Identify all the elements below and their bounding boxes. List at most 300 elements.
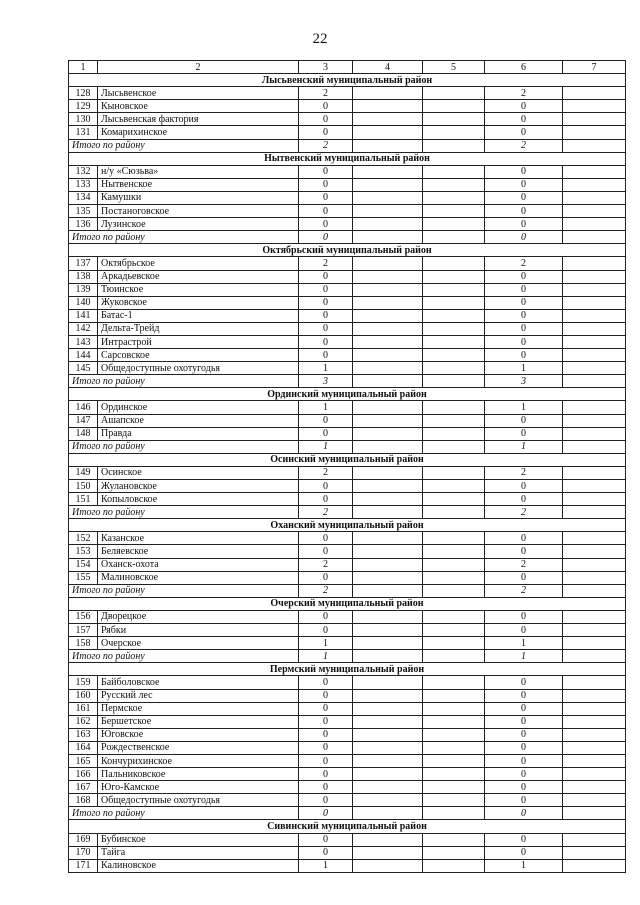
- col4-value: [353, 414, 423, 427]
- col4-value: [353, 270, 423, 283]
- table-row: [69, 833, 626, 846]
- col7-value: [563, 335, 626, 348]
- ground-name: Общедоступные охотугодья: [98, 794, 299, 807]
- col6-value: 0: [485, 833, 563, 846]
- col6-value: 1: [485, 362, 563, 375]
- table-row: [69, 191, 626, 204]
- section-title: Очерский муниципальный район: [69, 597, 626, 610]
- col6-value: 0: [485, 781, 563, 794]
- table-row: [69, 545, 626, 558]
- col5-value: [423, 610, 485, 623]
- total-col7: [563, 375, 626, 388]
- col3-value: 0: [299, 715, 353, 728]
- header-cell-3: 3: [299, 61, 353, 74]
- total-row: [69, 506, 626, 519]
- col7-value: [563, 427, 626, 440]
- col4-value: [353, 283, 423, 296]
- table-row: [69, 480, 626, 493]
- col3-value: 0: [299, 349, 353, 362]
- col3-value: 0: [299, 781, 353, 794]
- total-col3: 2: [299, 506, 353, 519]
- col3-value: 0: [299, 532, 353, 545]
- row-number: 155: [69, 571, 98, 584]
- table-row: [69, 309, 626, 322]
- total-label: Итого по району: [69, 440, 299, 453]
- col7-value: [563, 728, 626, 741]
- col7-value: [563, 532, 626, 545]
- col6-value: 0: [485, 480, 563, 493]
- col4-value: [353, 309, 423, 322]
- section-title: Ординский муниципальный район: [69, 388, 626, 401]
- ground-name: Комарихинское: [98, 126, 299, 139]
- col5-value: [423, 218, 485, 231]
- ground-name: Русский лес: [98, 689, 299, 702]
- ground-name: Дворецкое: [98, 610, 299, 623]
- ground-name: Ашапское: [98, 414, 299, 427]
- col4-value: [353, 466, 423, 479]
- table-row: [69, 768, 626, 781]
- col5-value: [423, 768, 485, 781]
- col3-value: 0: [299, 113, 353, 126]
- col7-value: [563, 296, 626, 309]
- section-title: Октябрьский муниципальный район: [69, 244, 626, 257]
- col6-value: 0: [485, 309, 563, 322]
- row-number: 170: [69, 846, 98, 859]
- col5-value: [423, 715, 485, 728]
- table-row: [69, 715, 626, 728]
- table-row: [69, 781, 626, 794]
- col5-value: [423, 296, 485, 309]
- row-number: 162: [69, 715, 98, 728]
- col4-value: [353, 558, 423, 571]
- col5-value: [423, 322, 485, 335]
- header-cell-4: 4: [353, 61, 423, 74]
- col6-value: 0: [485, 624, 563, 637]
- total-label: Итого по району: [69, 231, 299, 244]
- col7-value: [563, 610, 626, 623]
- col3-value: 0: [299, 676, 353, 689]
- table-row: [69, 165, 626, 178]
- table-row: [69, 466, 626, 479]
- table-row: [69, 113, 626, 126]
- table-row: [69, 558, 626, 571]
- col5-value: [423, 624, 485, 637]
- table-row: [69, 741, 626, 754]
- col6-value: 0: [485, 754, 563, 767]
- table-row: [69, 362, 626, 375]
- col4-value: [353, 741, 423, 754]
- col3-value: 0: [299, 191, 353, 204]
- col5-value: [423, 781, 485, 794]
- total-col5: [423, 139, 485, 152]
- table-row: [69, 493, 626, 506]
- col5-value: [423, 414, 485, 427]
- ground-name: Камушки: [98, 191, 299, 204]
- col7-value: [563, 87, 626, 100]
- ground-name: Октябрьское: [98, 257, 299, 270]
- row-number: 140: [69, 296, 98, 309]
- total-col7: [563, 807, 626, 820]
- col7-value: [563, 191, 626, 204]
- col5-value: [423, 466, 485, 479]
- col4-value: [353, 532, 423, 545]
- ground-name: Тайга: [98, 846, 299, 859]
- header-row: [69, 61, 626, 74]
- total-row: [69, 440, 626, 453]
- header-cell-1: 1: [69, 61, 98, 74]
- ground-name: Бубинское: [98, 833, 299, 846]
- col6-value: 0: [485, 218, 563, 231]
- col5-value: [423, 126, 485, 139]
- col4-value: [353, 165, 423, 178]
- total-col4: [353, 584, 423, 597]
- row-number: 154: [69, 558, 98, 571]
- ground-name: Дельта-Трейд: [98, 322, 299, 335]
- total-col7: [563, 139, 626, 152]
- col3-value: 2: [299, 257, 353, 270]
- row-number: 143: [69, 335, 98, 348]
- col5-value: [423, 427, 485, 440]
- col5-value: [423, 178, 485, 191]
- col3-value: 0: [299, 493, 353, 506]
- total-col4: [353, 506, 423, 519]
- col7-value: [563, 283, 626, 296]
- total-col4: [353, 807, 423, 820]
- total-row: [69, 807, 626, 820]
- table-row: [69, 414, 626, 427]
- row-number: 159: [69, 676, 98, 689]
- row-number: 158: [69, 637, 98, 650]
- table-row: [69, 283, 626, 296]
- col6-value: 0: [485, 768, 563, 781]
- table-row: [69, 87, 626, 100]
- row-number: 128: [69, 87, 98, 100]
- col4-value: [353, 624, 423, 637]
- total-col7: [563, 584, 626, 597]
- total-label: Итого по району: [69, 506, 299, 519]
- col3-value: 2: [299, 558, 353, 571]
- col3-value: 0: [299, 296, 353, 309]
- page-number: 22: [312, 31, 328, 47]
- total-col5: [423, 506, 485, 519]
- total-col5: [423, 231, 485, 244]
- col5-value: [423, 558, 485, 571]
- total-col4: [353, 375, 423, 388]
- col4-value: [353, 205, 423, 218]
- total-col4: [353, 231, 423, 244]
- section-title: Осинский муниципальный район: [69, 453, 626, 466]
- col6-value: 0: [485, 414, 563, 427]
- table-row: [69, 859, 626, 872]
- row-number: 135: [69, 205, 98, 218]
- ground-name: Очерское: [98, 637, 299, 650]
- col6-value: 1: [485, 859, 563, 872]
- total-col6: 0: [485, 807, 563, 820]
- col6-value: 0: [485, 741, 563, 754]
- col5-value: [423, 401, 485, 414]
- section-title: Сивинский муниципальный район: [69, 820, 626, 833]
- col5-value: [423, 754, 485, 767]
- col3-value: 0: [299, 427, 353, 440]
- col5-value: [423, 205, 485, 218]
- col3-value: 2: [299, 87, 353, 100]
- row-number: 138: [69, 270, 98, 283]
- col5-value: [423, 545, 485, 558]
- col3-value: 0: [299, 218, 353, 231]
- col6-value: 1: [485, 401, 563, 414]
- total-col3: 0: [299, 807, 353, 820]
- ground-name: Ординское: [98, 401, 299, 414]
- col7-value: [563, 362, 626, 375]
- col4-value: [353, 702, 423, 715]
- col5-value: [423, 741, 485, 754]
- total-col4: [353, 139, 423, 152]
- row-number: 160: [69, 689, 98, 702]
- row-number: 153: [69, 545, 98, 558]
- col6-value: 0: [485, 322, 563, 335]
- total-label: Итого по району: [69, 650, 299, 663]
- total-row: [69, 139, 626, 152]
- header-cell-2: 2: [98, 61, 299, 74]
- col7-value: [563, 689, 626, 702]
- col4-value: [353, 100, 423, 113]
- table-row: [69, 676, 626, 689]
- ground-name: Сарсовское: [98, 349, 299, 362]
- col4-value: [353, 754, 423, 767]
- col7-value: [563, 624, 626, 637]
- table-row: [69, 427, 626, 440]
- table-row: [69, 610, 626, 623]
- table-row: [69, 257, 626, 270]
- section-title: Оханский муниципальный район: [69, 519, 626, 532]
- col4-value: [353, 87, 423, 100]
- col3-value: 0: [299, 702, 353, 715]
- section-title: Нытвенский муниципальный район: [69, 152, 626, 165]
- total-col6: 0: [485, 231, 563, 244]
- row-number: 141: [69, 309, 98, 322]
- ground-name: Осинское: [98, 466, 299, 479]
- section-header-row: [69, 519, 626, 532]
- col4-value: [353, 480, 423, 493]
- col6-value: 0: [485, 676, 563, 689]
- col5-value: [423, 270, 485, 283]
- table-row: [69, 218, 626, 231]
- col6-value: 0: [485, 545, 563, 558]
- col4-value: [353, 846, 423, 859]
- col4-value: [353, 126, 423, 139]
- col7-value: [563, 637, 626, 650]
- ground-name: Юго-Камское: [98, 781, 299, 794]
- section-header-row: [69, 152, 626, 165]
- col7-value: [563, 218, 626, 231]
- total-col4: [353, 440, 423, 453]
- ground-name: Калиновское: [98, 859, 299, 872]
- table-row: [69, 126, 626, 139]
- section-title: Пермский муниципальный район: [69, 663, 626, 676]
- row-number: 169: [69, 833, 98, 846]
- total-col3: 2: [299, 139, 353, 152]
- col4-value: [353, 296, 423, 309]
- total-col6: 3: [485, 375, 563, 388]
- col5-value: [423, 794, 485, 807]
- col6-value: 0: [485, 610, 563, 623]
- table-row: [69, 754, 626, 767]
- col4-value: [353, 113, 423, 126]
- row-number: 142: [69, 322, 98, 335]
- col6-value: 0: [485, 532, 563, 545]
- col7-value: [563, 558, 626, 571]
- table-row: [69, 205, 626, 218]
- col7-value: [563, 715, 626, 728]
- col7-value: [563, 545, 626, 558]
- col5-value: [423, 676, 485, 689]
- col4-value: [353, 178, 423, 191]
- col6-value: 0: [485, 702, 563, 715]
- col5-value: [423, 728, 485, 741]
- row-number: 148: [69, 427, 98, 440]
- col5-value: [423, 480, 485, 493]
- col4-value: [353, 493, 423, 506]
- col7-value: [563, 270, 626, 283]
- col7-value: [563, 309, 626, 322]
- col3-value: 1: [299, 401, 353, 414]
- col5-value: [423, 100, 485, 113]
- col6-value: 0: [485, 794, 563, 807]
- ground-name: Аркадьевское: [98, 270, 299, 283]
- header-cell-6: 6: [485, 61, 563, 74]
- col4-value: [353, 335, 423, 348]
- total-label: Итого по району: [69, 139, 299, 152]
- col7-value: [563, 205, 626, 218]
- section-header-row: [69, 74, 626, 87]
- total-label: Итого по району: [69, 807, 299, 820]
- col5-value: [423, 113, 485, 126]
- col7-value: [563, 257, 626, 270]
- col6-value: 0: [485, 191, 563, 204]
- col4-value: [353, 401, 423, 414]
- table-row: [69, 100, 626, 113]
- col4-value: [353, 689, 423, 702]
- col3-value: 0: [299, 414, 353, 427]
- col3-value: 1: [299, 859, 353, 872]
- ground-name: Лысьвенское: [98, 87, 299, 100]
- col6-value: 0: [485, 283, 563, 296]
- col4-value: [353, 794, 423, 807]
- col3-value: 1: [299, 637, 353, 650]
- col6-value: 2: [485, 558, 563, 571]
- ground-name: Постаноговское: [98, 205, 299, 218]
- total-col3: 2: [299, 584, 353, 597]
- col4-value: [353, 545, 423, 558]
- total-col3: 1: [299, 650, 353, 663]
- table-row: [69, 532, 626, 545]
- col3-value: 0: [299, 283, 353, 296]
- col3-value: 0: [299, 480, 353, 493]
- total-col3: 0: [299, 231, 353, 244]
- table-row: [69, 846, 626, 859]
- row-number: 152: [69, 532, 98, 545]
- col3-value: 0: [299, 741, 353, 754]
- header-cell-5: 5: [423, 61, 485, 74]
- col7-value: [563, 859, 626, 872]
- table-row: [69, 296, 626, 309]
- col3-value: 0: [299, 768, 353, 781]
- col4-value: [353, 349, 423, 362]
- col5-value: [423, 257, 485, 270]
- col6-value: 0: [485, 846, 563, 859]
- col3-value: 0: [299, 100, 353, 113]
- col5-value: [423, 702, 485, 715]
- row-number: 146: [69, 401, 98, 414]
- col5-value: [423, 309, 485, 322]
- col5-value: [423, 571, 485, 584]
- table-row: [69, 637, 626, 650]
- col5-value: [423, 833, 485, 846]
- col5-value: [423, 362, 485, 375]
- col4-value: [353, 191, 423, 204]
- col7-value: [563, 741, 626, 754]
- ground-name: Жулановское: [98, 480, 299, 493]
- col3-value: 0: [299, 624, 353, 637]
- total-label: Итого по району: [69, 375, 299, 388]
- total-col5: [423, 375, 485, 388]
- col3-value: 0: [299, 571, 353, 584]
- col4-value: [353, 833, 423, 846]
- col6-value: 0: [485, 728, 563, 741]
- row-number: 151: [69, 493, 98, 506]
- col7-value: [563, 794, 626, 807]
- col6-value: 0: [485, 715, 563, 728]
- col5-value: [423, 637, 485, 650]
- ground-name: Копыловское: [98, 493, 299, 506]
- table-row: [69, 794, 626, 807]
- ground-name: Рябки: [98, 624, 299, 637]
- table-row: [69, 401, 626, 414]
- col3-value: 0: [299, 178, 353, 191]
- table-row: [69, 571, 626, 584]
- row-number: 136: [69, 218, 98, 231]
- col6-value: 0: [485, 178, 563, 191]
- ground-name: Общедоступные охотугодья: [98, 362, 299, 375]
- col6-value: 2: [485, 257, 563, 270]
- row-number: 168: [69, 794, 98, 807]
- row-number: 129: [69, 100, 98, 113]
- col5-value: [423, 283, 485, 296]
- total-row: [69, 375, 626, 388]
- total-col7: [563, 440, 626, 453]
- row-number: 145: [69, 362, 98, 375]
- col4-value: [353, 715, 423, 728]
- col7-value: [563, 768, 626, 781]
- col5-value: [423, 87, 485, 100]
- row-number: 166: [69, 768, 98, 781]
- ground-name: Байболовское: [98, 676, 299, 689]
- ground-name: Правда: [98, 427, 299, 440]
- col4-value: [353, 571, 423, 584]
- col3-value: 0: [299, 689, 353, 702]
- section-header-row: [69, 244, 626, 257]
- col7-value: [563, 165, 626, 178]
- col3-value: 0: [299, 205, 353, 218]
- col6-value: 0: [485, 205, 563, 218]
- col4-value: [353, 610, 423, 623]
- col5-value: [423, 859, 485, 872]
- row-number: 131: [69, 126, 98, 139]
- table-row: [69, 270, 626, 283]
- total-col5: [423, 440, 485, 453]
- ground-name: Пальниковское: [98, 768, 299, 781]
- total-row: [69, 231, 626, 244]
